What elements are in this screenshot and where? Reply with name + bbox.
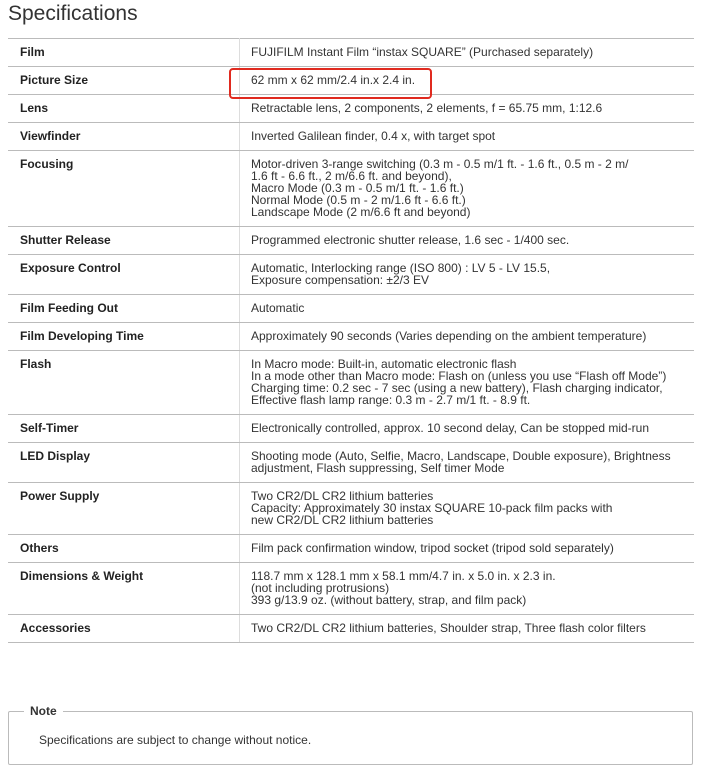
- spec-value-line: Retractable lens, 2 components, 2 elements, f = 65.75 mm, 1:12.6: [251, 101, 603, 115]
- spec-value: [240, 67, 695, 95]
- spec-value-line: Landscape Mode (2 m/6.6 ft and beyond): [251, 205, 471, 219]
- spec-value-line: Effective flash lamp range: 0.3 m - 2.7 m/1 ft. - 8.9 ft.: [251, 393, 531, 407]
- spec-value: [240, 151, 695, 227]
- spec-value-line: new CR2/DL CR2 lithium batteries: [251, 513, 434, 527]
- spec-value: [240, 123, 695, 151]
- specifications-table-body: [8, 39, 694, 643]
- spec-label: Lens: [8, 95, 240, 123]
- spec-row: [8, 123, 694, 151]
- spec-value: [240, 227, 695, 255]
- spec-value: [240, 535, 695, 563]
- spec-value-line: 1.6 ft - 6.6 ft., 2 m/6.6 ft. and beyond),: [251, 169, 452, 183]
- spec-label: Picture Size: [8, 67, 240, 95]
- spec-value-line: Motor-driven 3-range switching (0.3 m - 0.5 m/1 ft. - 1.6 ft., 0.5 m - 2 m/: [251, 157, 629, 171]
- spec-label: Shutter Release: [8, 227, 240, 255]
- spec-value: [240, 615, 695, 643]
- spec-row: [8, 67, 694, 95]
- spec-value-line: Two CR2/DL CR2 lithium batteries: [251, 489, 434, 503]
- spec-label: Film: [8, 39, 240, 67]
- spec-row: [8, 39, 694, 67]
- spec-value: [240, 255, 695, 295]
- note-legend: Note: [24, 704, 63, 718]
- spec-value-line: FUJIFILM Instant Film “instax SQUARE” (Purchased separately): [251, 45, 594, 59]
- spec-value-line: Macro Mode (0.3 m - 0.5 m/1 ft. - 1.6 ft.): [251, 181, 464, 195]
- spec-label: Film Feeding Out: [8, 295, 240, 323]
- spec-row: [8, 415, 694, 443]
- spec-value-line: Programmed electronic shutter release, 1.6 sec - 1/400 sec.: [251, 233, 570, 247]
- spec-row: [8, 351, 694, 415]
- spec-value-line: Inverted Galilean finder, 0.4 x, with target spot: [251, 129, 496, 143]
- spec-label: Flash: [8, 351, 240, 415]
- spec-value-line: 118.7 mm x 128.1 mm x 58.1 mm/4.7 in. x 5.0 in. x 2.3 in.: [251, 569, 556, 583]
- spec-row: [8, 443, 694, 483]
- note-box: [8, 704, 693, 765]
- spec-value: [240, 39, 695, 67]
- spec-label: Film Developing Time: [8, 323, 240, 351]
- spec-row: [8, 615, 694, 643]
- spec-row: [8, 95, 694, 123]
- spec-row: [8, 151, 694, 227]
- note-text: Specifications are subject to change without notice.: [39, 733, 312, 747]
- spec-label: Dimensions & Weight: [8, 563, 240, 615]
- spec-value: [240, 443, 695, 483]
- spec-value: [240, 563, 695, 615]
- spec-value-line: Charging time: 0.2 sec - 7 sec (using a new battery), Flash charging indicator,: [251, 381, 663, 395]
- spec-value-line: Two CR2/DL CR2 lithium batteries, Shoulder strap, Three flash color filters: [251, 621, 646, 635]
- spec-value-line: Film pack confirmation window, tripod socket (tripod sold separately): [251, 541, 614, 555]
- spec-value-line: Shooting mode (Auto, Selfie, Macro, Landscape, Double exposure), Brightness: [251, 449, 671, 463]
- spec-value-line: Automatic: [251, 301, 305, 315]
- spec-label: Viewfinder: [8, 123, 240, 151]
- spec-row: [8, 255, 694, 295]
- specifications-table: [8, 38, 694, 643]
- spec-value-line: In Macro mode: Built-in, automatic electronic flash: [251, 357, 517, 371]
- spec-value-line: In a mode other than Macro mode: Flash on (unless you use “Flash off Mode”): [251, 369, 667, 383]
- spec-label: Others: [8, 535, 240, 563]
- spec-value: [240, 415, 695, 443]
- spec-value-line: 62 mm x 62 mm/2.4 in.x 2.4 in.: [251, 73, 416, 87]
- spec-row: [8, 295, 694, 323]
- spec-value-line: (not including protrusions): [251, 581, 390, 595]
- spec-value-line: Electronically controlled, approx. 10 second delay, Can be stopped mid-run: [251, 421, 650, 435]
- spec-row: [8, 535, 694, 563]
- spec-label: Accessories: [8, 615, 240, 643]
- spec-row: [8, 483, 694, 535]
- spec-label: Self-Timer: [8, 415, 240, 443]
- spec-row: [8, 323, 694, 351]
- spec-value: [240, 483, 695, 535]
- spec-row: [8, 563, 694, 615]
- spec-value-line: 393 g/13.9 oz. (without battery, strap, and film pack): [251, 593, 527, 607]
- spec-label: Exposure Control: [8, 255, 240, 295]
- spec-row: [8, 227, 694, 255]
- spec-label: LED Display: [8, 443, 240, 483]
- spec-value: [240, 95, 695, 123]
- spec-value-line: Normal Mode (0.5 m - 2 m/1.6 ft - 6.6 ft.): [251, 193, 466, 207]
- spec-value-line: Exposure compensation: ±2/3 EV: [251, 273, 430, 287]
- spec-value-line: Approximately 90 seconds (Varies depending on the ambient temperature): [251, 329, 647, 343]
- spec-value-line: Capacity: Approximately 30 instax SQUARE 10-pack film packs with: [251, 501, 613, 515]
- spec-value: [240, 323, 695, 351]
- spec-label: Focusing: [8, 151, 240, 227]
- spec-value-line: Automatic, Interlocking range (ISO 800) : LV 5 - LV 15.5,: [251, 261, 551, 275]
- page-title: Specifications: [8, 2, 138, 25]
- spec-value-line: adjustment, Flash suppressing, Self timer Mode: [251, 461, 505, 475]
- spec-value: [240, 351, 695, 415]
- spec-label: Power Supply: [8, 483, 240, 535]
- spec-value: [240, 295, 695, 323]
